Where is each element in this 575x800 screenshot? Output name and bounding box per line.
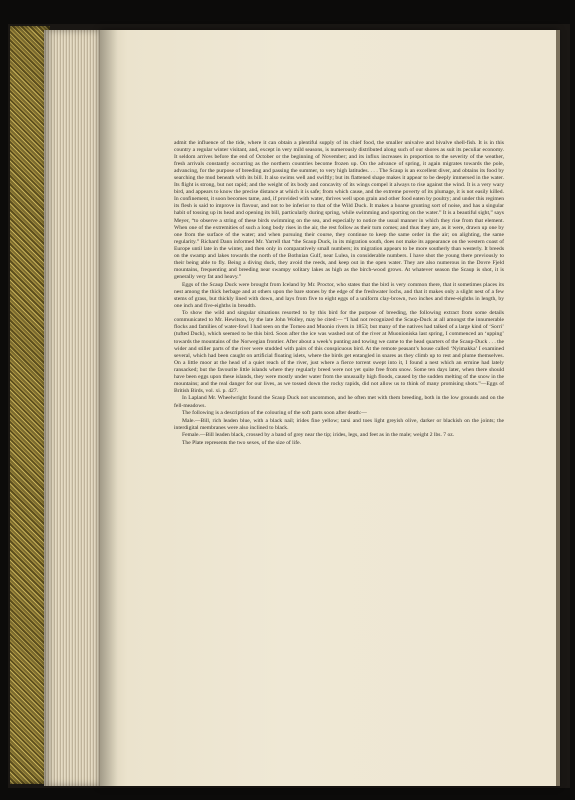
paragraph: admit the influence of the tide, where it can obtain a plentiful supply of its chief food, the smaller univalve and bivalve shell-fish. It is in this country a regular winter visitant, and, except in very mild seasons, is numerously distributed along such of our shores as suit its peculiar economy. It seldom arrives before the end of October or the beginning of November; and its influx increases in proportion to the severity of the weather, fresh arrivals constantly occurring as the northern countries become frozen up. On the advance of spring, it again migrates towards the pole, advancing, for the purpose of breeding and passing the summer, to very high latitudes. . . . The Scaup is an excellent diver, and obtains its food by searching the mud beneath with its bill. It also swims well and swiftly; but its flattened shape makes it appear to be deeply immersed in the water. Its flight is strong, but not rapid; and the weight of its body and concavity of its wings compel it always to rise against the wind. It is a very wary bird, and appears to know the precise distance at which it is safe; from which cause, and the extreme poverty of its plumage, it is not easily killed. In confinement, it soon becomes tame, and, if provided with water, thrives well upon grain and other food eaten by poultry; and under this regimen its flesh is said to improve in flavour, and not to be inferior to that of the Wild Duck. It makes a hoarse grunting sort of noise, and has a singular habit of tossing up its head and opening its bill, particularly during spring, while swimming and sporting on the water.” It is a beautiful sight,” says Meyer, “to observe a string of these birds swimming on the sea, and especially to notice the usual manner in which they rise from that element. When one of the extremities of such a long body rises in the air, the rest follow as their turn comes; and thus they are, as it were, drawn up one by one from the surface of the water; and when pursuing their course, they continue to keep the same order in the air; on alighting, the same regularity.” Richard Dann informed Mr. Yarrell that “the Scaup Duck, in its migration south, does not make its appearance on the western coast of Europe until late in the winter, and then only in comparatively small numbers; its migration appears to be more southerly than westerly. It breeds on the swamp and lakes towards the north of the Bothnian Gulf, near Lulea, in considerable numbers. I have shot the young there previously to their being able to fly. Being a diving duck, they avoid the reeds, and keep out in the open water. They are also numerous in the Dovre Fjeld mountains, frequenting and breeding near swampy solitary lakes as high as the birch-wood grows. At whatever season the Scaup is shot, it is generally very fat and heavy.” (174, 140, 504, 280)
paragraph: The Plate represents the two sexes, of the size of life. (182, 440, 301, 447)
paragraph: The following is a description of the colouring of the soft parts soon after death:— (182, 410, 367, 417)
paragraph: To show the wild and singular situations resorted to by this bird for the purpose of breeding, the following extract from some details communicated to Mr. Hewitson, by the late John Wolley, may be cited:— “I had not recognized the Scaup-Duck at all amongst the innumerable flocks and families of water-fowl I had seen on the Torneo and Muonio rivers in 1853; but many of the natives had talked of a large kind of ‘Sorri’ (tufted Duck), which seemed to be this bird. Soon after the ice was washed out of the river at Muonioniska last spring, I commenced an ‘upping’ towards the mountains of the Norwegian frontier. After about a week’s punting and towing we came to the head quarters of the Scaup-Duck . . . the wider and stiller parts of the river were studded with pairs of this conspicuous bird. At the remote peasant’s house called ‘Nyimakka’ I examined several, which had been caught on artificial floating islets, where the birds get entangled in snares as they climb up to rest and plume themselves. On a little moor at the head of a quiet reach of the river, just where a fierce torrent swept into it, I found a nest which an ermine had lately ransacked; but the favourite little islands where they regularly breed were not yet quite free from snow. Some ten days later, when there should have been eggs upon these islands, they were mostly under water from the unusually high floods, caused by the sudden melting of the snow in the mountains; and the real danger for our lives, as we tossed down the rocky rapids, did not allow us to think of many promising shots.”—Eggs of British Birds, vol. xi. p. 427. (174, 310, 504, 394)
body-text (174, 140, 504, 448)
page-stack (44, 30, 104, 786)
paragraph: Male.—Bill, rich leaden blue, with a black nail; irides fine yellow; tarsi and toes light greyish olive, darker or blackish on the joints; the interdigital membranes were also inclined to black. (174, 417, 504, 431)
book-page (100, 30, 558, 786)
page-right-edge (556, 30, 560, 786)
paragraph: In Lapland Mr. Wheelwright found the Scaup Duck not uncommon, and he often met with them breeding, both in the low grounds and on the fell-meadows. (174, 395, 504, 409)
paragraph: Eggs of the Scaup Duck were brought from Iceland by Mr. Proctor, who states that the bird is very common there, that it sometimes places its nest among the thick herbage and at others upon the bare stones by the edge of the freshwater lochs, and that it makes only a slight nest of a few stems of grass, but thickly lined with down, and lays from five to eight eggs of a uniform clay-brown, two inches and three-eighths in length, by one inch and five-eighths in breadth. (174, 281, 504, 309)
spine-shadow (100, 30, 118, 786)
paragraph: Female.—Bill leaden black, crossed by a band of grey near the tip; irides, legs, and feet as in the male; weight 2 lbs. 7 oz. (182, 432, 455, 439)
